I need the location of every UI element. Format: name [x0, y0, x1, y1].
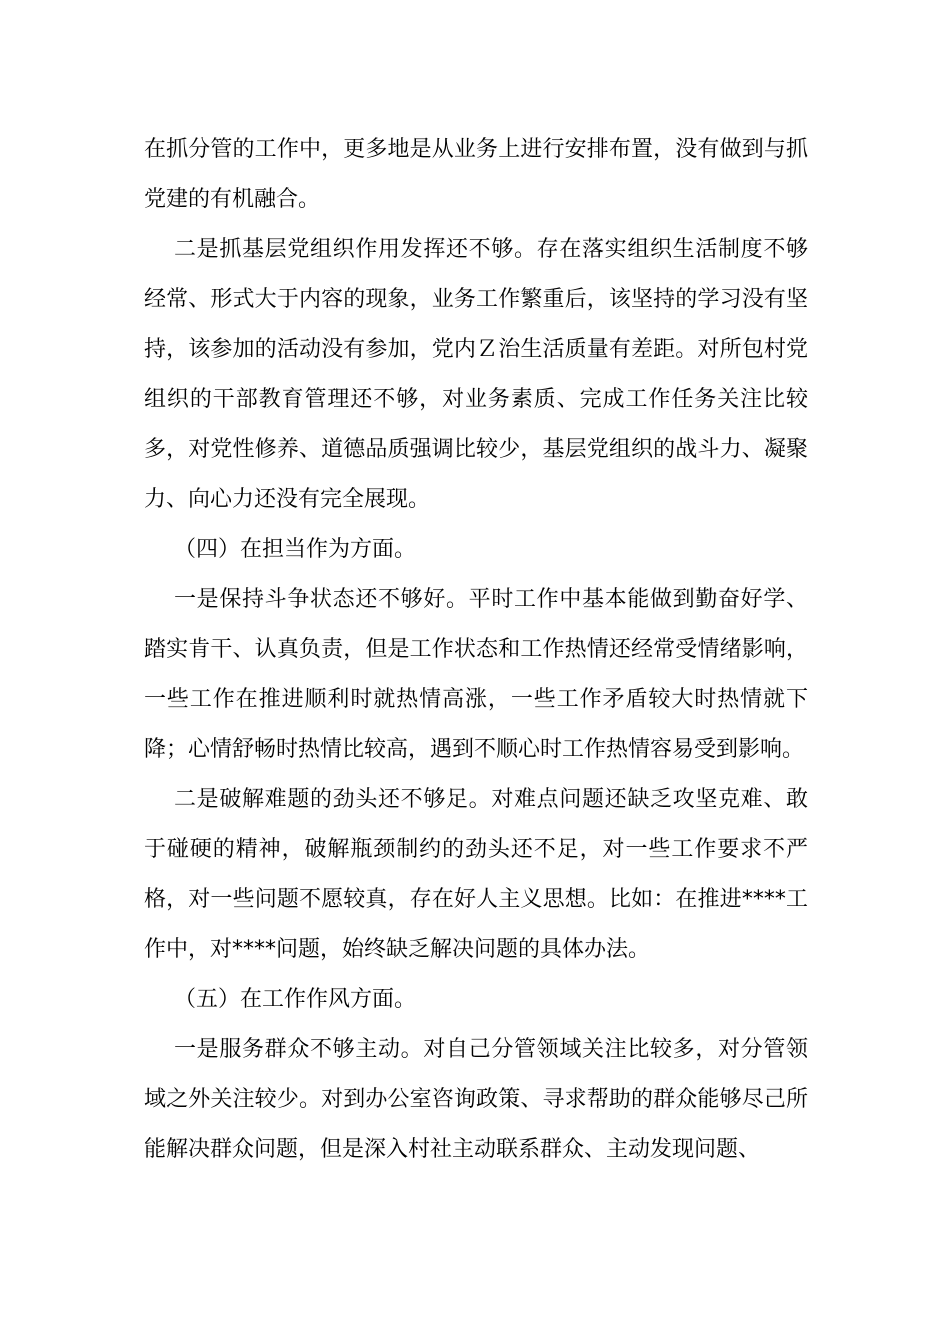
section-heading-responsibility: （四）在担当作为方面。	[174, 537, 417, 562]
paragraph-struggle-state: 一是保持斗争状态还不够好。平时工作中基本能做到勤奋好学、踏实肯干、认真负责，但是工作状态和工作热情还经常受情绪影响，一些工作在推进顺利时就热情高涨，一些工作矛盾较大时热情就下降；心情舒畅时热情比较高，遇到不顺心时工作热情容易受到影响。	[144, 587, 808, 762]
paragraph-continuation: 在抓分管的工作中，更多地是从业务上进行安排布置，没有做到与抓党建的有机融合。	[144, 137, 808, 212]
paragraph-serving-public: 一是服务群众不够主动。对自己分管领域关注比较多，对分管领域之外关注较少。对到办公室咨询政策、寻求帮助的群众能够尽己所能解决群众问题，但是深入村社主动联系群众、主动发现问题、	[144, 1037, 808, 1162]
paragraph-solving-problems: 二是破解难题的劲头还不够足。对难点问题还缺乏攻坚克难、敢于碰硬的精神，破解瓶颈制约的劲头还不足，对一些工作要求不严格，对一些问题不愿较真，存在好人主义思想。比如：在推进****工作中，对****问题，始终缺乏解决问题的具体办法。	[144, 787, 808, 962]
document-body	[144, 125, 808, 1175]
section-heading-work-style: （五）在工作作风方面。	[174, 987, 417, 1012]
paragraph-party-organization: 二是抓基层党组织作用发挥还不够。存在落实组织生活制度不够经常、形式大于内容的现象，业务工作繁重后，该坚持的学习没有坚持，该参加的活动没有参加，党内Ｚ治生活质量有差距。对所包村党组织的干部教育管理还不够，对业务素质、完成工作任务关注比较多，对党性修养、道德品质强调比较少，基层党组织的战斗力、凝聚力、向心力还没有完全展现。	[144, 237, 808, 512]
